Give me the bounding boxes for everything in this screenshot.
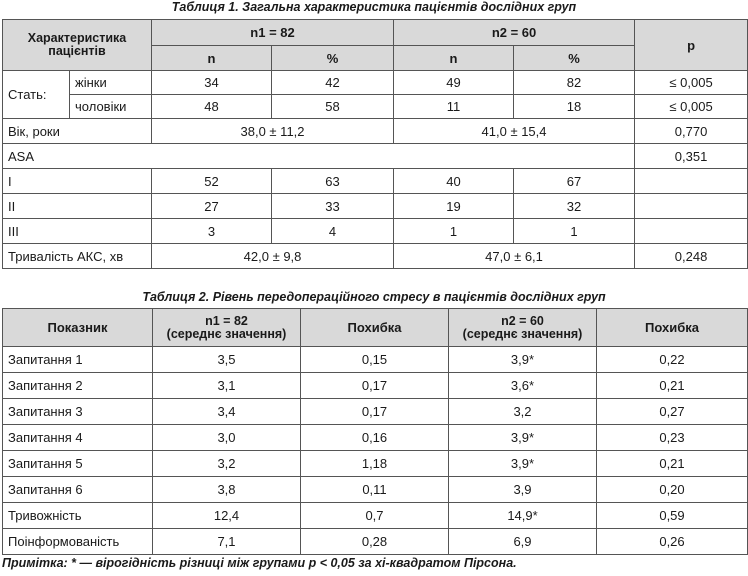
t1-cell-p: ≤ 0,005 [635, 71, 748, 95]
table-row [3, 71, 748, 95]
t1-cell: 82 [514, 71, 635, 95]
t1-cell: 32 [514, 194, 635, 219]
t2-cell: 1,18 [301, 451, 449, 477]
t2-header-group2-line2: (середнє значення) [462, 326, 583, 341]
t1-cell-p: ≤ 0,005 [635, 95, 748, 119]
table-row [3, 529, 748, 555]
t2-cell: 0,20 [597, 477, 748, 503]
t1-cell: 40 [394, 169, 514, 194]
t1-cell: 49 [394, 71, 514, 95]
table-row [3, 477, 748, 503]
table-row [3, 503, 748, 529]
t1-asa-label: ASA [3, 144, 635, 169]
t1-cell: 27 [152, 194, 272, 219]
t2-cell: 14,9* [449, 503, 597, 529]
t2-header-error2: Похибка [597, 309, 748, 347]
t2-cell: 0,23 [597, 425, 748, 451]
table-row [3, 144, 748, 169]
t2-row-label: Запитання 2 [3, 373, 153, 399]
t1-row-label: жінки [70, 71, 152, 95]
t2-cell: 0,21 [597, 373, 748, 399]
t2-row-label: Запитання 6 [3, 477, 153, 503]
t1-header-group2: n2 = 60 [394, 20, 635, 46]
t1-header-percent2: % [514, 46, 635, 71]
t2-row-label: Запитання 4 [3, 425, 153, 451]
t1-cell: 1 [394, 219, 514, 244]
t2-row-label: Поінформованість [3, 529, 153, 555]
t2-row-label: Запитання 3 [3, 399, 153, 425]
t2-cell: 3,1 [153, 373, 301, 399]
t2-cell: 0,17 [301, 399, 449, 425]
t1-duration-p: 0,248 [635, 244, 748, 269]
t1-header-group1: n1 = 82 [152, 20, 394, 46]
t1-duration-g2: 47,0 ± 6,1 [394, 244, 635, 269]
t1-cell: 33 [272, 194, 394, 219]
t1-cell: 4 [272, 219, 394, 244]
t2-header-group1-line2: (середнє значення) [166, 326, 287, 341]
t1-header-n2: n [394, 46, 514, 71]
t2-header-group2-line1: n2 = 60 [501, 313, 544, 328]
table2 [2, 308, 748, 555]
t1-cell: 34 [152, 71, 272, 95]
t2-cell: 3,9 [449, 477, 597, 503]
t2-cell: 3,2 [449, 399, 597, 425]
t2-cell: 3,9* [449, 347, 597, 373]
t2-cell: 3,0 [153, 425, 301, 451]
t2-cell: 0,7 [301, 503, 449, 529]
t1-age-label: Вік, роки [3, 119, 152, 144]
table1-caption: Таблиця 1. Загальна характеристика пацієнтів дослідних груп [171, 0, 577, 14]
t1-cell: 1 [514, 219, 635, 244]
t1-sex-label: Стать: [3, 71, 70, 119]
t2-row-label: Запитання 5 [3, 451, 153, 477]
t2-cell: 3,8 [153, 477, 301, 503]
table-row [3, 451, 748, 477]
t2-cell: 3,5 [153, 347, 301, 373]
t2-cell: 0,16 [301, 425, 449, 451]
table-row [3, 219, 748, 244]
t2-cell: 0,11 [301, 477, 449, 503]
t1-cell: 42 [272, 71, 394, 95]
table-row [3, 194, 748, 219]
t2-cell: 0,27 [597, 399, 748, 425]
t1-duration-label: Тривалість АКС, хв [3, 244, 152, 269]
t2-cell: 0,26 [597, 529, 748, 555]
t1-header-percent1: % [272, 46, 394, 71]
t1-age-p: 0,770 [635, 119, 748, 144]
t1-cell: 3 [152, 219, 272, 244]
t1-row-label: III [3, 219, 152, 244]
t2-cell: 12,4 [153, 503, 301, 529]
table-row [3, 399, 748, 425]
table2-caption: Таблиця 2. Рівень передопераційного стресу в пацієнтів дослідних груп [142, 290, 606, 304]
t2-cell: 0,17 [301, 373, 449, 399]
t1-header-n1: n [152, 46, 272, 71]
t1-age-g2: 41,0 ± 15,4 [394, 119, 635, 144]
table-row [3, 95, 748, 119]
t1-cell-empty [635, 169, 748, 194]
t2-cell: 0,21 [597, 451, 748, 477]
t2-cell: 0,28 [301, 529, 449, 555]
t2-row-label: Тривожність [3, 503, 153, 529]
table-row [3, 347, 748, 373]
table-row [3, 425, 748, 451]
t2-row-label: Запитання 1 [3, 347, 153, 373]
table-row [3, 373, 748, 399]
t1-cell: 18 [514, 95, 635, 119]
t1-asa-p: 0,351 [635, 144, 748, 169]
t1-cell: 58 [272, 95, 394, 119]
t2-cell: 3,9* [449, 425, 597, 451]
t2-cell: 3,2 [153, 451, 301, 477]
t1-row-label: чоловіки [70, 95, 152, 119]
t1-header-characteristic: Характеристика пацієнтів [3, 20, 152, 71]
footnote: Примітка: * — вірогідність різниці між групами р < 0,05 за хі-квадратом Пірсона. [2, 556, 517, 570]
t1-cell: 63 [272, 169, 394, 194]
t1-duration-g1: 42,0 ± 9,8 [152, 244, 394, 269]
t2-cell: 6,9 [449, 529, 597, 555]
t2-cell: 3,9* [449, 451, 597, 477]
t1-row-label: II [3, 194, 152, 219]
t1-cell: 52 [152, 169, 272, 194]
t2-header-group1-line1: n1 = 82 [205, 313, 248, 328]
t2-header-error1: Похибка [301, 309, 449, 347]
t2-header-group2 [449, 309, 597, 347]
t1-cell-empty [635, 194, 748, 219]
t1-cell: 11 [394, 95, 514, 119]
t2-cell: 0,59 [597, 503, 748, 529]
t1-cell-empty [635, 219, 748, 244]
t2-cell: 3,4 [153, 399, 301, 425]
table-row [3, 244, 748, 269]
t2-cell: 3,6* [449, 373, 597, 399]
table-row [3, 169, 748, 194]
t2-header-indicator: Показник [3, 309, 153, 347]
t1-age-g1: 38,0 ± 11,2 [152, 119, 394, 144]
t2-cell: 0,22 [597, 347, 748, 373]
table-row [3, 119, 748, 144]
t1-cell: 48 [152, 95, 272, 119]
t1-header-p: р [635, 20, 748, 71]
t2-header-group1 [153, 309, 301, 347]
t2-cell: 7,1 [153, 529, 301, 555]
t1-row-label: I [3, 169, 152, 194]
t1-cell: 19 [394, 194, 514, 219]
t1-cell: 67 [514, 169, 635, 194]
t2-cell: 0,15 [301, 347, 449, 373]
table1 [2, 19, 748, 269]
